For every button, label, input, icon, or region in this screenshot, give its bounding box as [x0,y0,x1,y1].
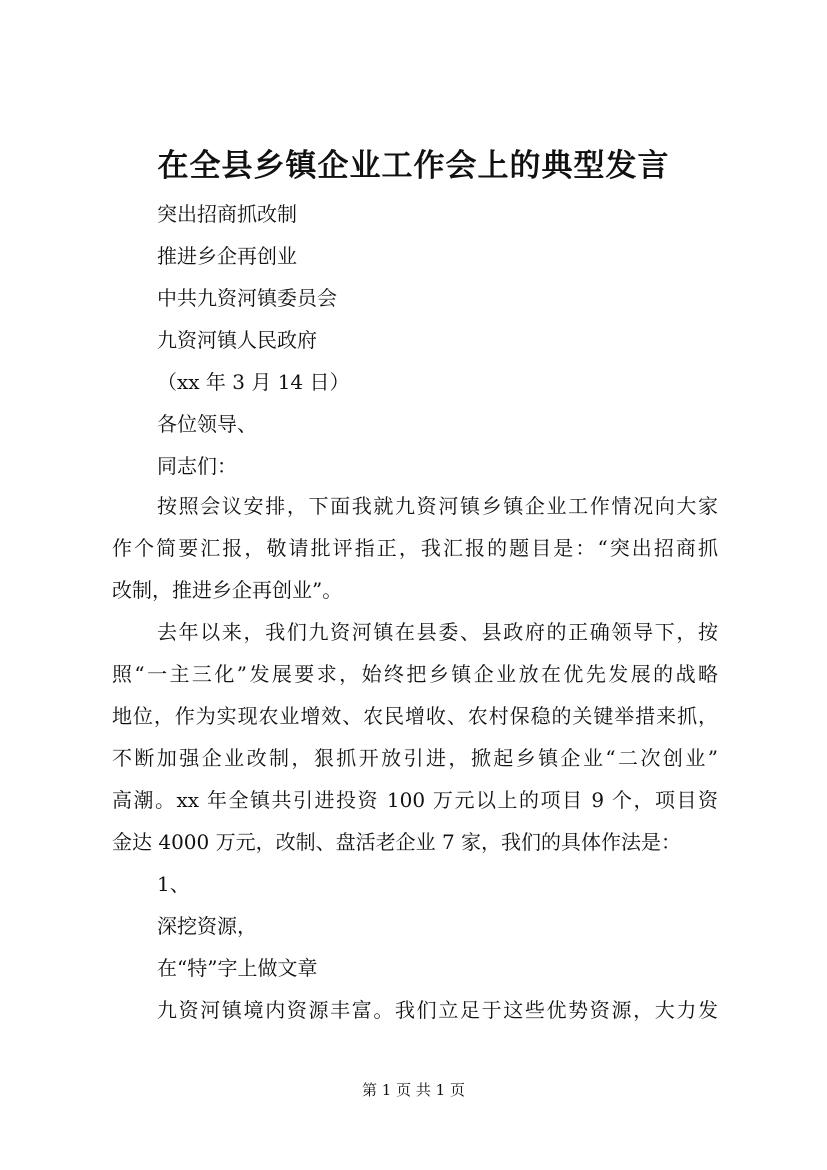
paragraph-2-line-5: 高潮。xx 年全镇共引进投资 100 万元以上的项目 9 个，项目资 [112,788,718,812]
section-heading-part-2: 在“特”字上做文章 [157,956,318,980]
paragraph-2-line-1: 去年以来，我们九资河镇在县委、县政府的正确领导下，按 [157,620,718,644]
section-number: 1、 [157,872,190,896]
page-footer: 第 1 页 共 1 页 [362,1081,465,1099]
paragraph-2-line-6: 金达 4000 万元，改制、盘活老企业 7 家，我们的具体作法是： [112,830,682,854]
salutation-comrades: 同志们： [157,454,237,478]
paragraph-2-line-4: 不断加强企业改制，狠抓开放引进，掀起乡镇企业“二次创业” [112,746,718,770]
issuer-town-government: 九资河镇人民政府 [157,328,317,352]
subtitle-line-1: 突出招商抓改制 [157,202,297,226]
section-heading-part-1: 深挖资源， [157,914,257,938]
speech-date: （xx 年 3 月 14 日） [157,370,350,394]
paragraph-2-line-2: 照“一主三化”发展要求，始终把乡镇企业放在优先发展的战略 [112,662,718,686]
paragraph-3-line-1: 九资河镇境内资源丰富。我们立足于这些优势资源，大力发 [157,998,718,1022]
document-title: 在全县乡镇企业工作会上的典型发言 [157,148,670,184]
paragraph-2-line-3: 地位，作为实现农业增效、农民增收、农村保稳的关键举措来抓， [112,704,718,728]
paragraph-1-line-2: 作个简要汇报，敬请批评指正，我汇报的题目是：“突出招商抓 [112,536,718,560]
salutation-leaders: 各位领导、 [157,412,257,436]
paragraph-1-line-3: 改制，推进乡企再创业”。 [112,578,343,602]
issuer-party-committee: 中共九资河镇委员会 [157,286,337,310]
paragraph-1-line-1: 按照会议安排，下面我就九资河镇乡镇企业工作情况向大家 [157,494,718,518]
subtitle-line-2: 推进乡企再创业 [157,244,297,268]
